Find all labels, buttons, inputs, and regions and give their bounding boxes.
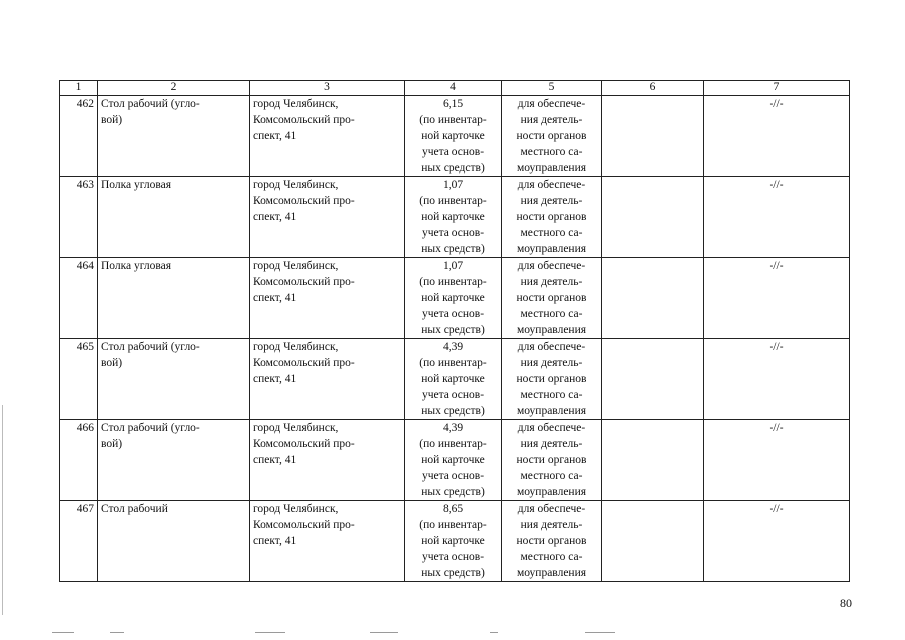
item-column-6 xyxy=(602,420,704,501)
scan-footer-marks xyxy=(40,632,760,636)
item-address: город Челябинск, Комсомольский про- спект, 41 xyxy=(250,258,405,339)
item-name: Полка угловая xyxy=(98,177,250,258)
item-column-7: -//- xyxy=(704,420,850,501)
table-row xyxy=(60,501,850,582)
item-address: город Челябинск, Комсомольский про- спект, 41 xyxy=(250,96,405,177)
item-address: город Челябинск, Комсомольский про- спект, 41 xyxy=(250,339,405,420)
table-row xyxy=(60,339,850,420)
row-number: 462 xyxy=(60,96,98,177)
column-header-4: 4 xyxy=(405,81,502,96)
item-column-6 xyxy=(602,339,704,420)
page-number: 80 xyxy=(840,596,852,610)
table-row xyxy=(60,258,850,339)
column-header-3: 3 xyxy=(250,81,405,96)
item-name: Полка угловая xyxy=(98,258,250,339)
item-name: Стол рабочий (угло- вой) xyxy=(98,96,250,177)
column-header-6: 6 xyxy=(602,81,704,96)
item-column-7: -//- xyxy=(704,177,850,258)
scan-edge-mark xyxy=(2,405,3,615)
row-number: 467 xyxy=(60,501,98,582)
item-address: город Челябинск, Комсомольский про- спект, 41 xyxy=(250,177,405,258)
column-header-1: 1 xyxy=(60,81,98,96)
column-header-2: 2 xyxy=(98,81,250,96)
column-header-5: 5 xyxy=(502,81,602,96)
column-number-header-row xyxy=(60,81,850,96)
item-column-6 xyxy=(602,96,704,177)
item-column-7: -//- xyxy=(704,501,850,582)
table-row xyxy=(60,420,850,501)
item-address: город Челябинск, Комсомольский про- спект, 41 xyxy=(250,501,405,582)
item-value: 1,07 (по инвентар- ной карточке учета основ- ных средств) xyxy=(405,177,502,258)
item-purpose: для обеспече- ния деятель- ности органов местного са- моуправления xyxy=(502,501,602,582)
item-column-7: -//- xyxy=(704,96,850,177)
item-name: Стол рабочий (угло- вой) xyxy=(98,339,250,420)
row-number: 463 xyxy=(60,177,98,258)
table-row xyxy=(60,96,850,177)
item-column-7: -//- xyxy=(704,339,850,420)
item-purpose: для обеспече- ния деятель- ности органов местного са- моуправления xyxy=(502,258,602,339)
column-header-7: 7 xyxy=(704,81,850,96)
row-number: 465 xyxy=(60,339,98,420)
item-purpose: для обеспече- ния деятель- ности органов местного са- моуправления xyxy=(502,420,602,501)
item-value: 4,39 (по инвентар- ной карточке учета основ- ных средств) xyxy=(405,339,502,420)
item-column-7: -//- xyxy=(704,258,850,339)
item-name: Стол рабочий (угло- вой) xyxy=(98,420,250,501)
item-value: 8,65 (по инвентар- ной карточке учета основ- ных средств) xyxy=(405,501,502,582)
item-value: 1,07 (по инвентар- ной карточке учета основ- ных средств) xyxy=(405,258,502,339)
property-register-table xyxy=(59,80,850,582)
table-row xyxy=(60,177,850,258)
item-address: город Челябинск, Комсомольский про- спект, 41 xyxy=(250,420,405,501)
row-number: 464 xyxy=(60,258,98,339)
item-column-6 xyxy=(602,177,704,258)
row-number: 466 xyxy=(60,420,98,501)
item-purpose: для обеспече- ния деятель- ности органов местного са- моуправления xyxy=(502,96,602,177)
item-purpose: для обеспече- ния деятель- ности органов местного са- моуправления xyxy=(502,339,602,420)
item-value: 4,39 (по инвентар- ной карточке учета основ- ных средств) xyxy=(405,420,502,501)
item-value: 6,15 (по инвентар- ной карточке учета основ- ных средств) xyxy=(405,96,502,177)
item-purpose: для обеспече- ния деятель- ности органов местного са- моуправления xyxy=(502,177,602,258)
item-column-6 xyxy=(602,501,704,582)
item-column-6 xyxy=(602,258,704,339)
item-name: Стол рабочий xyxy=(98,501,250,582)
